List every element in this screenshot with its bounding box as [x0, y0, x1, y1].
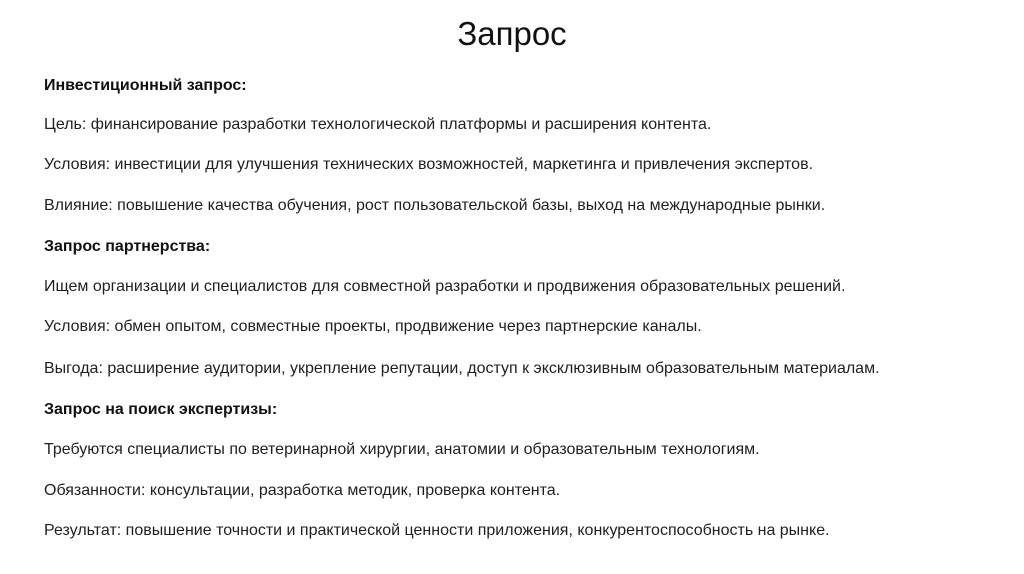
investment-conditions-text: Условия: инвестиции для улучшения технических возможностей, маркетинга и привлечения экспертов.	[44, 156, 814, 173]
page-title: Запрос	[457, 15, 567, 52]
section-heading-partnership: Запрос партнерства:	[44, 238, 211, 255]
expertise-duties-text: Обязанности: консультации, разработка методик, проверка контента.	[44, 482, 561, 499]
investment-goal-text: Цель: финансирование разработки технологической платформы и расширения контента.	[44, 116, 712, 133]
partnership-conditions-text: Условия: обмен опытом, совместные проекты, продвижение через партнерские каналы.	[44, 318, 702, 335]
partnership-benefit-text: Выгода: расширение аудитории, укрепление репутации, доступ к эксклюзивным образовательным материалам.	[44, 360, 880, 377]
investment-impact-text: Влияние: повышение качества обучения, рост пользовательской базы, выход на международные рынки.	[44, 197, 826, 214]
expertise-required-text: Требуются специалисты по ветеринарной хирургии, анатомии и образовательным технологиям.	[44, 441, 760, 458]
expertise-result-text: Результат: повышение точности и практической ценности приложения, конкурентоспособность на рынке.	[44, 522, 830, 539]
partnership-search-text: Ищем организации и специалистов для совместной разработки и продвижения образовательных решений.	[44, 278, 846, 295]
section-heading-expertise: Запрос на поиск экспертизы:	[44, 401, 278, 418]
section-heading-investment: Инвестиционный запрос:	[44, 77, 247, 94]
